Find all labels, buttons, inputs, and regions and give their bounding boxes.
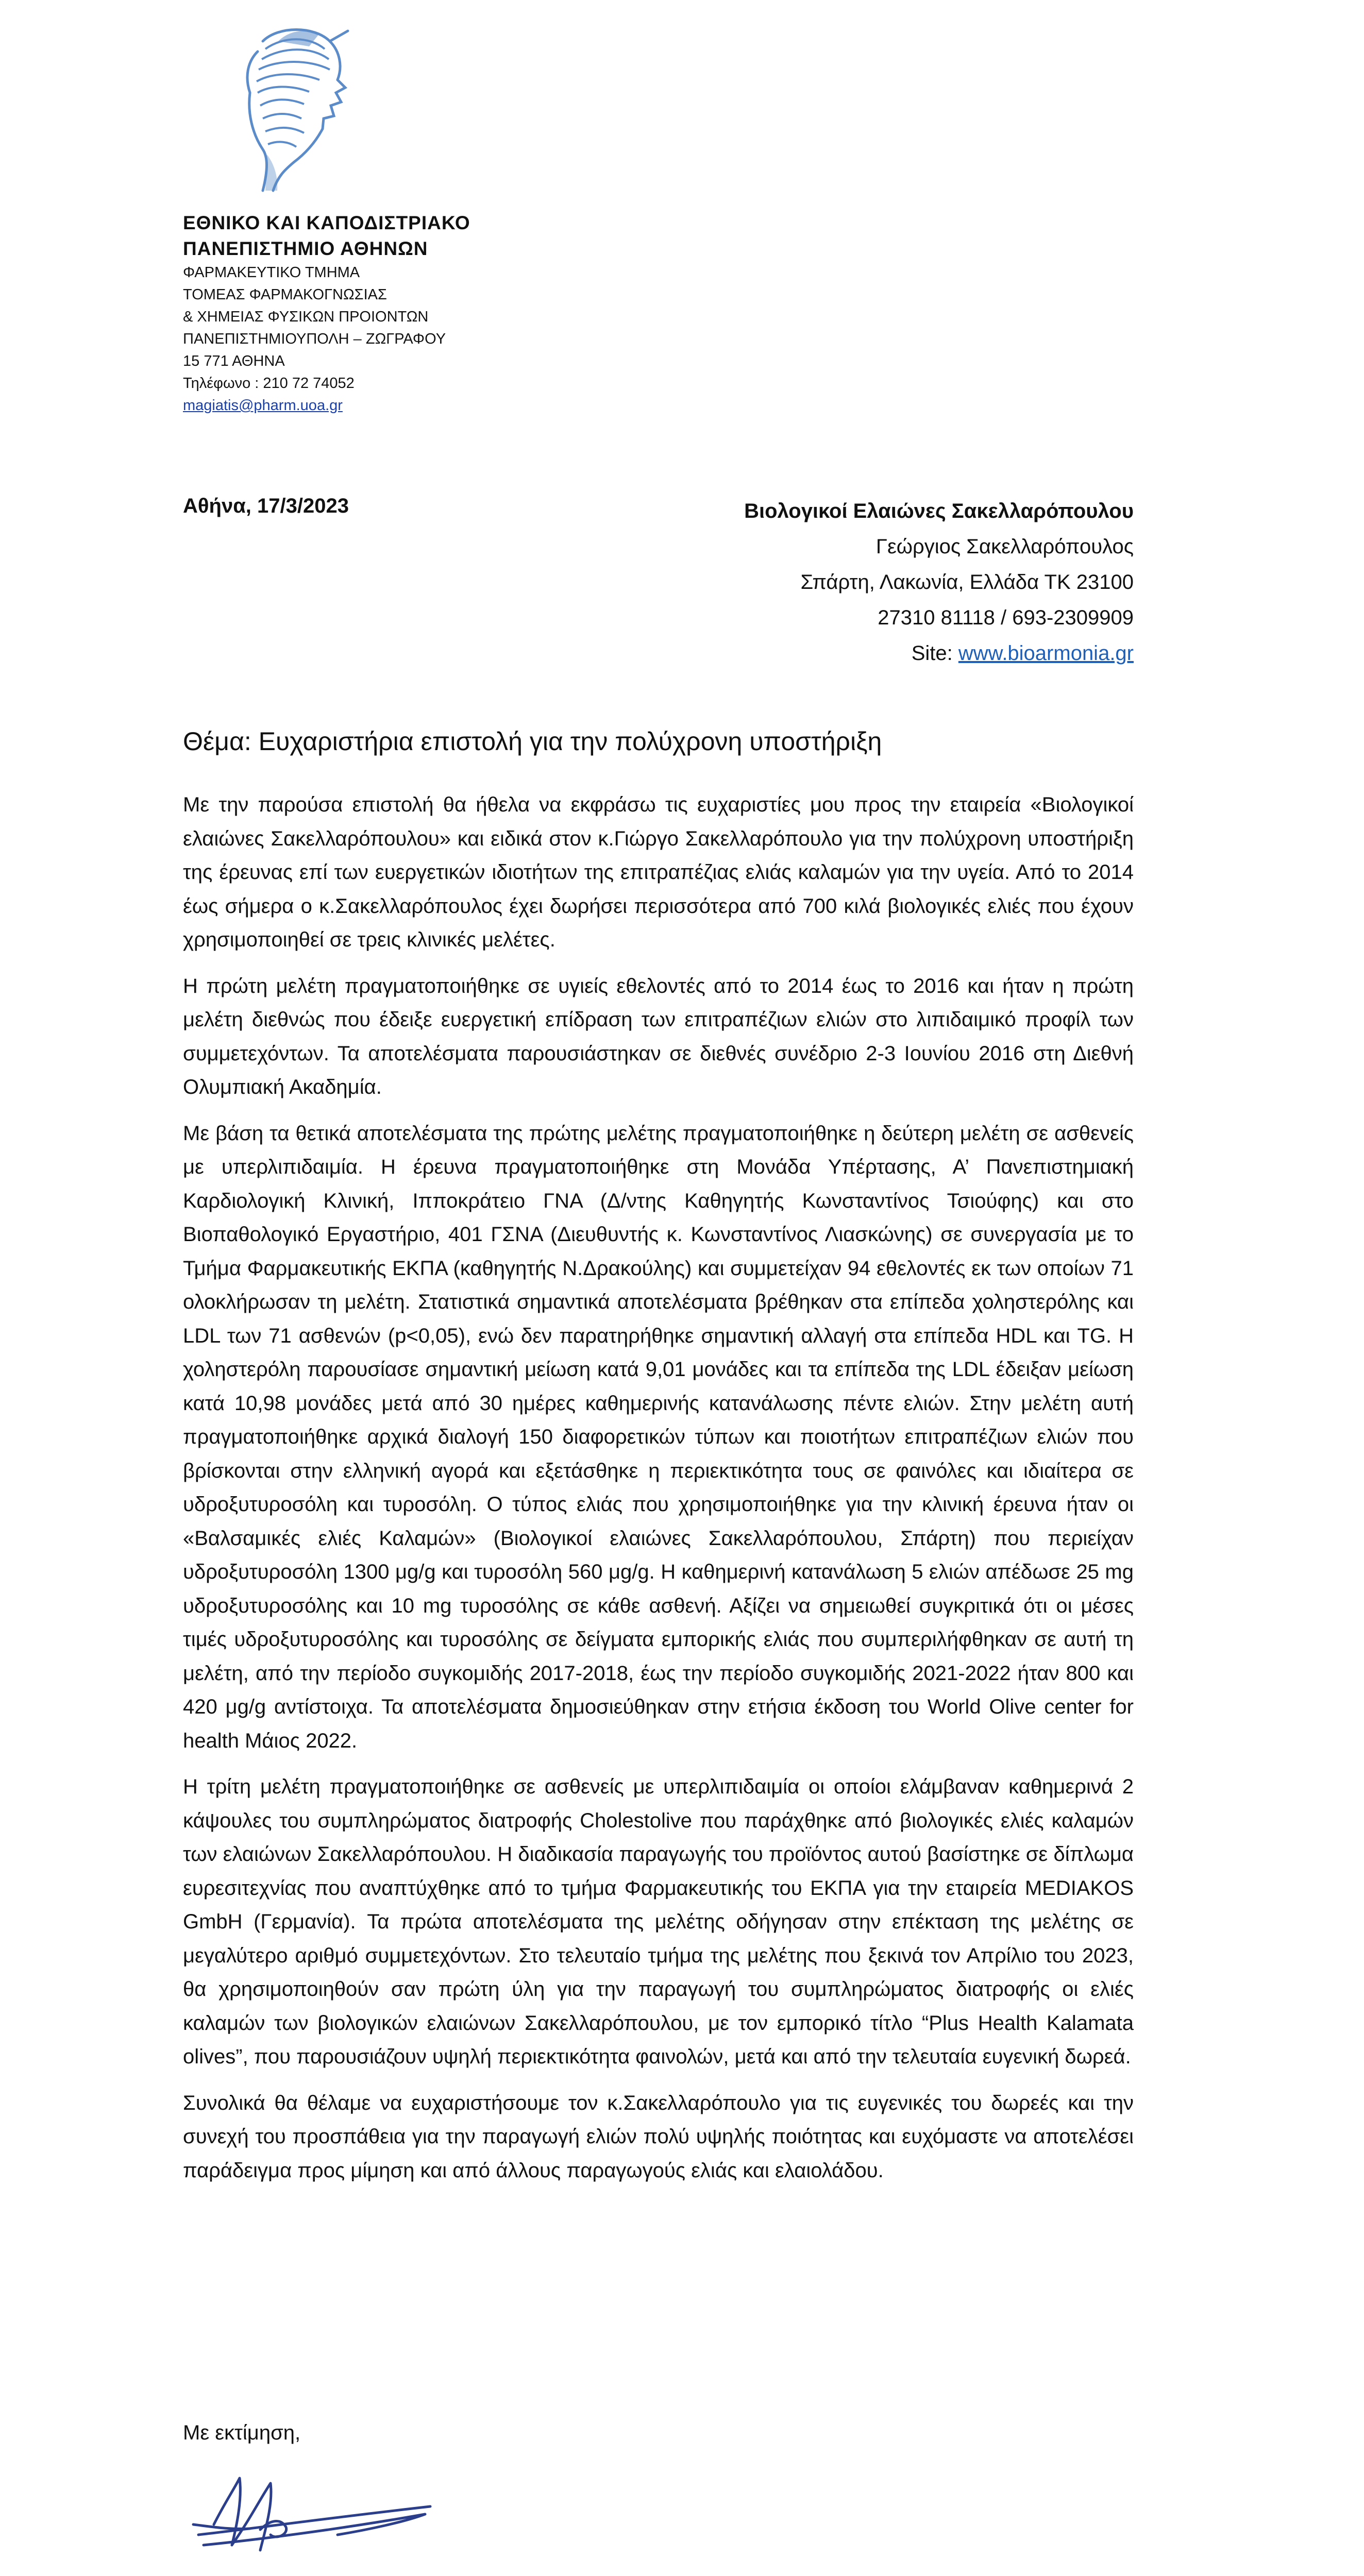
institution-name-line2: ΠΑΝΕΠΙΣΤΗΜΙΟ ΑΘΗΝΩΝ bbox=[183, 238, 428, 259]
sector-line2: & ΧΗΜΕΙΑΣ ΦΥΣΙΚΩΝ ΠΡΟΙΟΝΤΩΝ bbox=[183, 309, 429, 325]
recipient-phones: 27310 81118 / 693-2309909 bbox=[878, 606, 1134, 629]
recipient-person: Γεώργιος Σακελλαρόπουλος bbox=[875, 535, 1134, 558]
paragraph-1: Με την παρούσα επιστολή θα ήθελα να εκφράσω τις ευχαριστίες μου προς την εταιρεία «Βιολογικοί ελαιώνες Σακελλαρόπουλου» και ειδικά στον κ.Γιώργο Σακελλαρόπουλο για την πολύχρονη υποστήριξη της έρευνας επί των ευεργετικών ιδιοτήτων της επιτραπέζιας ελιάς καλαμών για την υγεία. Από το 2014 έως σήμερα ο κ.Σακελλαρόπουλος έχει δωρήσει περισσότερα από 700 κιλά βιολογικές ελιές που έχουν χρησιμοποιηθεί σε τρεις κλινικές μελέτες. bbox=[183, 793, 1134, 951]
letter-body bbox=[183, 788, 1134, 2200]
closing: Με εκτίμηση, bbox=[183, 2421, 301, 2444]
paragraph-2: Η πρώτη μελέτη πραγματοποιήθηκε σε υγιείς εθελοντές από το 2014 έως το 2016 και ήταν η πρώτη μελέτη διεθνώς που έδειξε ευεργετική επίδραση των επιτραπέζιων ελιών στο λιπιδαιμικό προφίλ των συμμετεχόντων. Τα αποτελέσματα παρουσιάστηκαν σε διεθνές συνέδριο 2-3 Ιουνίου 2016 στη Διεθνή Ολυμπιακή Ακαδημία. bbox=[183, 974, 1134, 1098]
paragraph-5: Συνολικά θα θέλαμε να ευχαριστήσουμε τον κ.Σακελλαρόπουλο για τις ευγενικές του δωρεές και την συνεχή του προσπάθεια για την παραγωγή ελιών πολύ υψηλής ποιότητας και ευχόμαστε να αποτελέσει παράδειγμα προς μίμηση και από άλλους παραγωγούς ελιάς και ελαιολάδου. bbox=[183, 2091, 1134, 2182]
letter-date: Αθήνα, 17/3/2023 bbox=[183, 495, 349, 517]
athena-head-logo-icon bbox=[201, 21, 356, 196]
letter-subject: Θέμα: Ευχαριστήρια επιστολή για την πολύχρονη υποστήριξη bbox=[183, 727, 882, 756]
institution-header bbox=[183, 210, 647, 417]
postcode: 15 771 ΑΘΗΝΑ bbox=[183, 353, 285, 369]
recipient-name: Βιολογικοί Ελαιώνες Σακελλαρόπουλου bbox=[744, 500, 1134, 522]
recipient-block bbox=[744, 494, 1134, 671]
handwritten-signature-icon bbox=[183, 2458, 451, 2576]
campus: ΠΑΝΕΠΙΣΤΗΜΙΟΥΠΟΛΗ – ΖΩΓΡΑΦΟΥ bbox=[183, 331, 446, 347]
paragraph-3: Με βάση τα θετικά αποτελέσματα της πρώτης μελέτης πραγματοποιήθηκε η δεύτερη μελέτη σε ασθενείς με υπερλιπιδαιμία. Η έρευνα πραγματοποιήθηκε στη Μονάδα Υπέρτασης, Α’ Πανεπιστημιακή Καρδιολογική Κλινική, Ιπποκράτειο ΓΝΑ (Δ/ντης Καθηγητής Κωνσταντίνος Τσιούφης) και στο Βιοπαθολογικό Εργαστήριο, 401 ΓΣΝΑ (Διευθυντής κ. Κωνσταντίνος Λιασκώνης) σε συνεργασία με το Τμήμα Φαρμακευτικής ΕΚΠΑ (καθηγητής Ν.Δρακούλης) και συμμετείχαν 94 εθελοντές εκ των οποίων 71 ολοκλήρωσαν τη μελέτη. Στατιστικά σημαντικά αποτελέσματα βρέθηκαν στα επίπεδα χοληστερόλης και LDL των 71 ασθενών (p<0,05), ενώ δεν παρατηρήθηκε σημαντική αλλαγή στα επίπεδα HDL και TG. Η χοληστερόλη παρουσίασε σημαντική μείωση κατά 9,01 μονάδες και τα επίπεδα της LDL έδειξαν μείωση κατά 10,98 μονάδες μετά από 30 ημέρες καθημερινής κατανάλωσης πέντε ελιών. Στην μελέτη αυτή πραγματοποιήθηκε αρχικά διαλογή 150 διαφορετικών τύπων και ποιοτήτων επιτραπέζιων ελιών που βρίσκονται στην ελληνική αγορά και εξετάσθηκε η περιεκτικότητα τους σε φαινόλες και ιδιαίτερα σε υδροξυτυροσόλη και τυροσόλη. Ο τύπος ελιάς που χρησιμοποιήθηκε για την κλινική έρευνα ήταν οι «Βαλσαμικές ελιές Καλαμών» (Βιολογικοί ελαιώνες Σακελλαρόπουλου, Σπάρτη) που περιείχαν υδροξυτυροσόλη 1300 μg/g και τυροσόλη 560 μg/g. Η καθημερινή κατανάλωση 5 ελιών απέδωσε 25 mg υδροξυτυροσόλης και 10 mg τυροσόλης σε κάθε ασθενή. Αξίζει να σημειωθεί συγκριτικά ότι οι μέσες τιμές υδροξυτυροσόλης και τυροσόλης σε δείγματα εμπορικής ελιάς που συμπεριλήφθηκαν σε αυτή τη μελέτη, από την περίοδο συγκομιδής 2017-2018, έως την περίοδο συγκομιδής 2021-2022 ήταν 800 και 420 μg/g αντίστοιχα. Τα αποτελέσματα δημοσιεύθηκαν στην ετήσια έκδοση του World Olive center for health Μάιος 2022. bbox=[183, 1122, 1134, 1752]
phone: Τηλέφωνο : 210 72 74052 bbox=[183, 375, 355, 392]
recipient-site bbox=[744, 636, 1134, 671]
site-label: Site: bbox=[911, 642, 958, 665]
department: ΦΑΡΜΑΚΕΥΤΙΚΟ ΤΜΗΜΑ bbox=[183, 264, 360, 281]
site-link[interactable]: www.bioarmonia.gr bbox=[958, 642, 1134, 665]
sector-line1: ΤΟΜΕΑΣ ΦΑΡΜΑΚΟΓΝΩΣΙΑΣ bbox=[183, 286, 387, 303]
institution-name-line1: ΕΘΝΙΚΟ ΚΑΙ ΚΑΠΟΔΙΣΤΡΙΑΚΟ bbox=[183, 212, 470, 233]
email-link[interactable]: magiatis@pharm.uoa.gr bbox=[183, 397, 343, 414]
recipient-address: Σπάρτη, Λακωνία, Ελλάδα ΤΚ 23100 bbox=[800, 571, 1134, 594]
paragraph-4: Η τρίτη μελέτη πραγματοποιήθηκε σε ασθενείς με υπερλιπιδαιμία οι οποίοι ελάμβαναν καθημερινά 2 κάψουλες του συμπληρώματος διατροφής Cholestolive που παράχθηκε από βιολογικές ελιές καλαμών των ελαιώνων Σακελλαρόπουλου. Η διαδικασία παραγωγής του προϊόντος αυτού βασίστηκε σε δίπλωμα ευρεσιτεχνίας που αναπτύχθηκε από το τμήμα Φαρμακευτικής του ΕΚΠΑ για την εταιρεία MEDIAKOS GmbH (Γερμανία). Τα πρώτα αποτελέσματα της μελέτης οδήγησαν στην επέκταση της μελέτης σε μεγαλύτερο αριθμό συμμετεχόντων. Στο τελευταίο τμήμα της μελέτης που ξεκινά τον Απρίλιο του 2023, θα χρησιμοποιηθούν σαν πρώτη ύλη για την παραγωγή του συμπληρώματος διατροφής οι ελιές καλαμών των βιολογικών ελαιώνων Σακελλαρόπουλου, με τον εμπορικό τίτλο “Plus Health Kalamata olives”, που παρουσιάζουν υψηλή περιεκτικότητα φαινολών, μετά και από την τελευταία ευγενική δωρεά. bbox=[183, 1775, 1134, 2068]
